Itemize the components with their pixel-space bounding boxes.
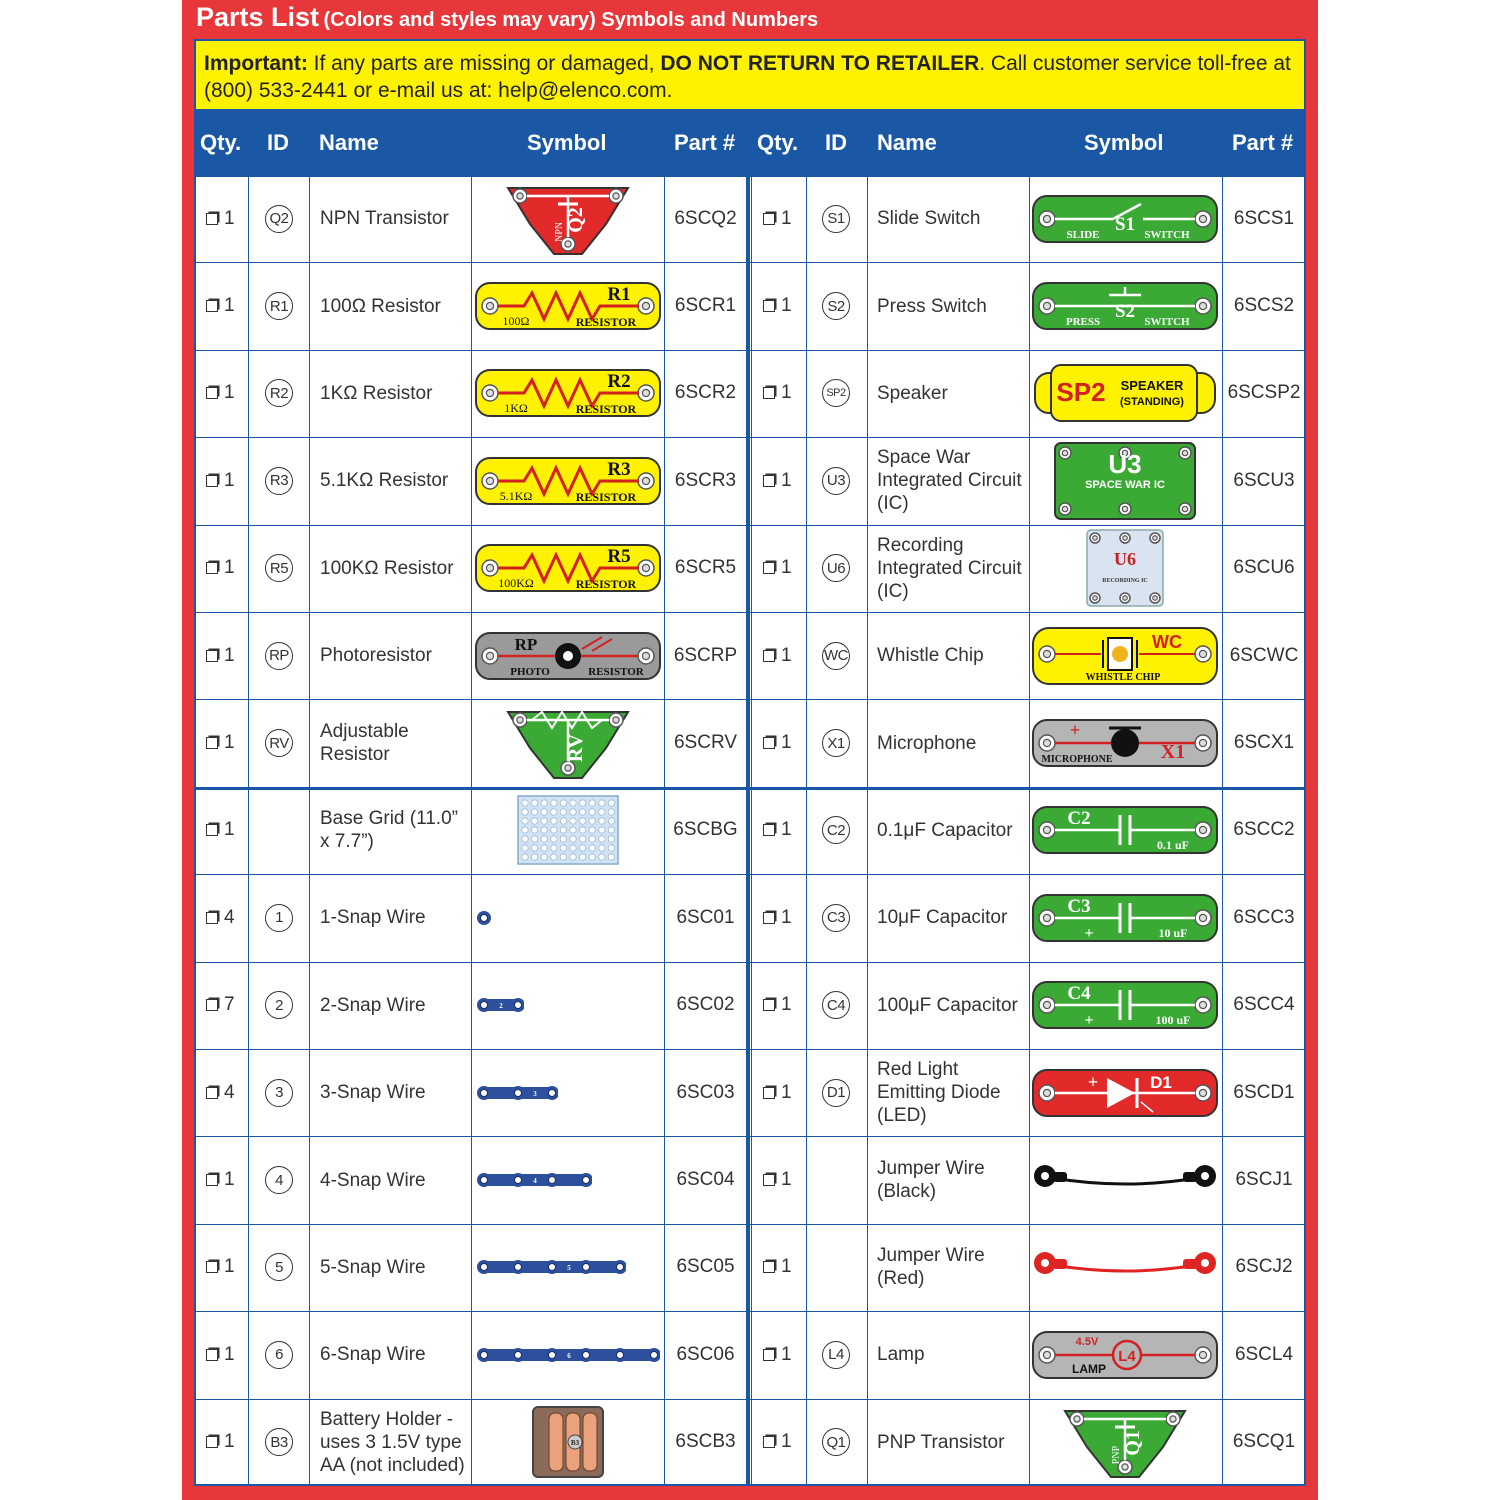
part-name: 6-Snap Wire [320,1344,426,1366]
header-name-right: Name [877,130,937,155]
slide-switch-icon [1029,175,1221,262]
header-id-left: ID [267,130,289,155]
part-id-badge: 4 [265,1166,293,1194]
part-number: 6SCSP2 [1227,382,1301,404]
qty-value: 1 [781,994,792,1016]
symbol-label: Q1 [1122,1430,1144,1457]
symbol-label: SPACE WAR IC [1085,478,1165,491]
part-number: 6SCU3 [1233,469,1295,491]
part-name: Jumper Wire (Black) [877,1158,985,1203]
capacitor-icon [1029,787,1221,874]
symbol-label: C3 [1067,895,1091,917]
table-row [194,437,1306,524]
part-id-badge: C2 [822,816,850,844]
part-id-badge: B3 [265,1428,293,1456]
part-number: 6SCX1 [1233,732,1295,754]
qty-value: 1 [224,1343,235,1365]
part-name: 2-Snap Wire [320,994,426,1016]
symbol-label: R2 [607,371,631,393]
qty-cell [763,962,792,1049]
important-notice [194,39,1306,111]
qty-cell [763,699,792,786]
checkbox-icon[interactable] [763,650,775,662]
symbol-label: 5.1KΩ [499,488,533,503]
symbol-label: 0.1 uF [1156,838,1190,853]
part-name: 0.1μF Capacitor [877,819,1013,841]
checkbox-icon[interactable] [763,1436,775,1448]
symbol-label: + [1084,1012,1094,1030]
symbol-label: C4 [1067,983,1091,1005]
checkbox-icon[interactable] [763,999,775,1011]
part-number: 6SCD1 [1233,1081,1295,1103]
part-number: 6SCU6 [1233,557,1295,579]
part-name: Whistle Chip [877,645,984,667]
part-name: Adjustable Resistor [320,721,409,766]
speaker-icon [1029,350,1221,437]
table-row [194,1224,1306,1311]
part-number: 6SCRV [673,732,737,754]
symbol-label: + [1084,924,1094,942]
symbol-label: 2 [499,1002,503,1011]
symbol-label: (STANDING) [1120,396,1184,409]
id-cell [806,874,866,961]
part-name: 100KΩ Resistor [320,557,454,579]
qty-value: 1 [781,469,792,491]
checkbox-icon[interactable] [763,824,775,836]
id-cell [806,437,866,524]
part-number: 6SCC4 [1233,994,1295,1016]
symbol-label: 1KΩ [504,401,528,416]
electrolytic-capacitor-icon [1029,962,1221,1049]
qty-value: 1 [224,469,235,491]
id-cell [806,525,866,612]
table-row [194,350,1306,437]
table-row [194,787,1306,874]
part-id-badge: X1 [822,729,850,757]
part-number: 6SCS1 [1233,207,1295,229]
part-name: 5.1KΩ Resistor [320,470,449,492]
part-number: 6SCQ1 [1232,1431,1296,1453]
part-number: 6SCC2 [1233,819,1295,841]
part-number: 6SC02 [676,994,735,1016]
checkbox-icon[interactable] [763,1087,775,1099]
checkbox-icon[interactable] [763,387,775,399]
symbol-label: SWITCH [1144,316,1190,329]
symbol-label: + [1087,1071,1099,1092]
notice-text-1: If any parts are missing or damaged, [313,52,655,75]
part-id-badge: 3 [265,1079,293,1107]
qty-value: 1 [224,382,235,404]
qty-value: 1 [781,819,792,841]
part-number: 6SCC3 [1233,906,1295,928]
part-name: Base Grid (11.0” x 7.7”) [320,808,458,853]
table-row [194,1311,1306,1398]
table-row [194,699,1306,786]
qty-cell [763,874,792,961]
symbol-label: S2 [1114,301,1136,323]
part-name: Speaker [877,382,948,404]
table-row [194,525,1306,612]
qty-value: 1 [224,1256,235,1278]
symbol-label: SPEAKER [1120,378,1184,394]
table-row [194,1136,1306,1223]
part-number: 6SC05 [676,1256,735,1278]
qty-value: 1 [781,1169,792,1191]
part-number: 6SCL4 [1234,1343,1294,1365]
part-name: Photoresistor [320,645,432,667]
qty-value: 1 [224,1169,235,1191]
header-symbol-right: Symbol [1084,130,1164,155]
id-cell [806,1224,866,1311]
part-name: 100Ω Resistor [320,295,441,317]
symbol-label: 6 [567,1351,571,1360]
qty-cell [763,787,792,874]
part-name: Press Switch [877,295,987,317]
part-id-badge: C3 [822,904,850,932]
symbol-label: LAMP [1072,1361,1106,1376]
symbol-label: C2 [1067,808,1091,830]
qty-value: 1 [781,1343,792,1365]
part-id-badge: R2 [265,379,293,407]
header-part-left: Part # [674,130,736,155]
qty-value: 1 [224,819,235,841]
checkbox-icon[interactable] [763,737,775,749]
symbol-label: 4 [533,1177,537,1186]
table-row [194,262,1306,349]
part-id-badge: 5 [265,1253,293,1281]
part-name: Space War Integrated Circuit (IC) [877,447,1022,515]
part-id-badge: R1 [265,292,293,320]
symbol-label: 100KΩ [498,576,534,591]
qty-cell [763,612,792,699]
symbol-label: PRESS [1065,316,1101,329]
checkbox-icon[interactable] [763,1174,775,1186]
symbol-label: PHOTO [510,665,550,678]
qty-cell [763,1399,792,1486]
qty-cell [763,1311,792,1398]
symbol-label: S1 [1114,213,1136,235]
checkbox-icon[interactable] [763,213,775,225]
header-symbol-left: Symbol [527,130,607,155]
symbol-label: RESISTOR [575,315,637,330]
qty-value: 1 [781,732,792,754]
symbol-label: U6 [1114,549,1136,570]
notice-text-2: . Call customer service toll-free at (800) 533-2441 or e-mail us at: help@elenco.com. [204,52,1291,102]
part-id-badge: 2 [265,991,293,1019]
part-number: 6SCBG [673,819,738,841]
part-id-badge: R5 [265,554,293,582]
part-number: 6SC03 [676,1081,735,1103]
part-name: 4-Snap Wire [320,1169,426,1191]
qty-value: 1 [781,1431,792,1453]
part-number: 6SC04 [676,1169,735,1191]
part-id-badge: WC [822,642,850,670]
part-name: 3-Snap Wire [320,1082,426,1104]
space-war-ic-icon [1029,437,1221,524]
qty-value: 1 [224,644,235,666]
table-row [194,1399,1306,1486]
part-name: NPN Transistor [320,208,449,230]
part-name: PNP Transistor [877,1431,1005,1453]
table-row [194,962,1306,1049]
notice-label: Important: [204,52,308,75]
part-id-badge: R3 [265,467,293,495]
symbol-label: RESISTOR [575,577,637,592]
symbol-label: 100 uF [1155,1013,1191,1028]
part-name: Jumper Wire (Red) [877,1245,985,1290]
header-part-right: Part # [1232,130,1294,155]
symbol-label: D1 [1150,1072,1172,1092]
symbol-label: 100Ω [502,314,530,329]
led-icon [1029,1049,1221,1136]
qty-cell [763,175,792,262]
part-number: 6SCR5 [674,557,737,579]
table-row [194,612,1306,699]
symbol-label: SP2 [1056,377,1106,408]
symbol-label: WC [1152,631,1182,652]
part-number: 6SC06 [676,1343,735,1365]
symbol-label: 4.5V [1075,1335,1099,1348]
symbol-label: R1 [607,284,631,306]
part-number: 6SC01 [676,906,735,928]
part-id-badge: U3 [822,467,850,495]
part-name: Slide Switch [877,208,981,230]
symbol-label: 10 uF [1158,925,1188,940]
qty-value: 1 [781,207,792,229]
symbol-label: RESISTOR [588,665,644,678]
qty-value: 1 [224,207,235,229]
table-row [194,874,1306,961]
header-name-left: Name [319,130,379,155]
jumper-wire-red-icon [1029,1224,1221,1311]
electrolytic-capacitor-icon [1029,874,1221,961]
title-main: Parts List [196,2,320,32]
part-number: 6SCJ1 [1235,1169,1293,1191]
qty-value: 1 [781,1081,792,1103]
recording-ic-icon [1029,525,1221,612]
checkbox-icon[interactable] [763,300,775,312]
qty-cell [763,1136,792,1223]
id-cell [806,612,866,699]
table-header [194,111,1306,175]
qty-cell [763,1049,792,1136]
checkbox-icon[interactable] [763,562,775,574]
qty-value: 1 [781,906,792,928]
part-id-badge: L4 [822,1341,850,1369]
table-row [194,1049,1306,1136]
header-qty-right: Qty. [757,130,799,155]
part-id-badge: SP2 [822,379,850,407]
qty-value: 4 [224,1081,235,1103]
part-number: 6SCR3 [674,469,737,491]
symbol-label: RECORDING IC [1102,578,1148,585]
id-cell [806,1136,866,1223]
symbol-label: RESISTOR [575,489,637,504]
symbol-label: + [1069,720,1081,741]
part-number: 6SCWC [1229,644,1299,666]
symbol-label: SWITCH [1144,228,1190,241]
pnp-transistor-icon [1029,1399,1221,1486]
part-number: 6SCQ2 [674,207,737,229]
symbol-label: MICROPHONE [1041,754,1113,766]
part-name: Red Light Emitting Diode (LED) [877,1059,1001,1127]
table-row [194,175,1306,262]
checkbox-icon[interactable] [763,1349,775,1361]
lamp-icon [1029,1311,1221,1398]
id-cell [806,962,866,1049]
part-name: Battery Holder - uses 3 1.5V type AA (not included) [320,1408,465,1476]
symbol-label: L4 [1118,1347,1136,1365]
qty-cell [763,525,792,612]
part-id-badge: RP [265,642,293,670]
press-switch-icon [1029,262,1221,349]
symbol-label: Q2 [565,206,587,233]
part-id-badge: Q1 [822,1428,850,1456]
part-number: 6SCS2 [1233,295,1295,317]
symbol-label: U3 [1108,448,1142,479]
symbol-label: RESISTOR [575,402,637,417]
id-cell [806,1399,866,1486]
symbol-label: X1 [1160,741,1186,764]
part-id-badge: Q2 [265,205,293,233]
symbol-label: SLIDE [1066,228,1100,241]
part-name: 10μF Capacitor [877,907,1008,929]
qty-value: 1 [224,1431,235,1453]
whistle-chip-icon [1029,612,1221,699]
part-number: 6SCJ2 [1235,1256,1293,1278]
id-cell [806,787,866,874]
jumper-wire-black-icon [1029,1136,1221,1223]
symbol-label: RV [565,733,587,763]
qty-value: 1 [781,1256,792,1278]
qty-cell [763,1224,792,1311]
part-name: 5-Snap Wire [320,1256,426,1278]
qty-value: 1 [781,382,792,404]
qty-value: 1 [781,295,792,317]
symbol-label: PNP [1111,1446,1122,1465]
id-cell [806,350,866,437]
part-number: 6SCRP [673,644,738,666]
symbol-label: NPN [554,221,565,242]
id-cell [806,699,866,786]
part-id-badge: RV [265,729,293,757]
header-qty-left: Qty. [200,130,242,155]
microphone-icon [1029,699,1221,786]
symbol-label: WHISTLE CHIP [1085,671,1161,683]
part-id-badge: 6 [265,1341,293,1369]
part-id-badge: S1 [822,205,850,233]
part-name: 100μF Capacitor [877,994,1018,1016]
part-id-badge: U6 [822,554,850,582]
title-sub: (Colors and styles may vary) Symbols and Numbers [323,9,819,31]
checkbox-icon[interactable] [763,912,775,924]
qty-value: 1 [781,644,792,666]
symbol-label: RP [514,634,538,654]
symbol-label: 5 [567,1264,571,1273]
part-name: Lamp [877,1344,925,1366]
symbol-label: 3 [533,1089,537,1098]
qty-value: 1 [224,295,235,317]
qty-cell [763,350,792,437]
part-name: Recording Integrated Circuit (IC) [877,534,1022,602]
id-cell [806,262,866,349]
part-number: 6SCR2 [674,382,737,404]
qty-cell [763,262,792,349]
checkbox-icon[interactable] [763,475,775,487]
part-id-badge: D1 [822,1079,850,1107]
part-name: 1-Snap Wire [320,907,426,929]
part-id-badge: 1 [265,904,293,932]
qty-cell [763,437,792,524]
symbol-label: B3 [570,1439,580,1448]
part-number: 6SCB3 [675,1431,736,1453]
parts-list-title [196,2,818,36]
symbol-label: R5 [607,546,631,568]
notice-bold: DO NOT RETURN TO RETAILER [660,52,980,75]
qty-value: 1 [224,557,235,579]
qty-value: 1 [224,732,235,754]
qty-value: 4 [224,906,235,928]
qty-value: 7 [224,994,235,1016]
id-cell [806,1049,866,1136]
part-name: 1KΩ Resistor [320,382,433,404]
part-number: 6SCR1 [674,295,737,317]
id-cell [806,1311,866,1398]
id-cell [806,175,866,262]
checkbox-icon[interactable] [763,1261,775,1273]
part-name: Microphone [877,732,977,754]
part-id-badge: S2 [822,292,850,320]
symbol-label: R3 [607,458,631,480]
qty-value: 1 [781,557,792,579]
part-id-badge: C4 [822,991,850,1019]
header-id-right: ID [825,130,847,155]
